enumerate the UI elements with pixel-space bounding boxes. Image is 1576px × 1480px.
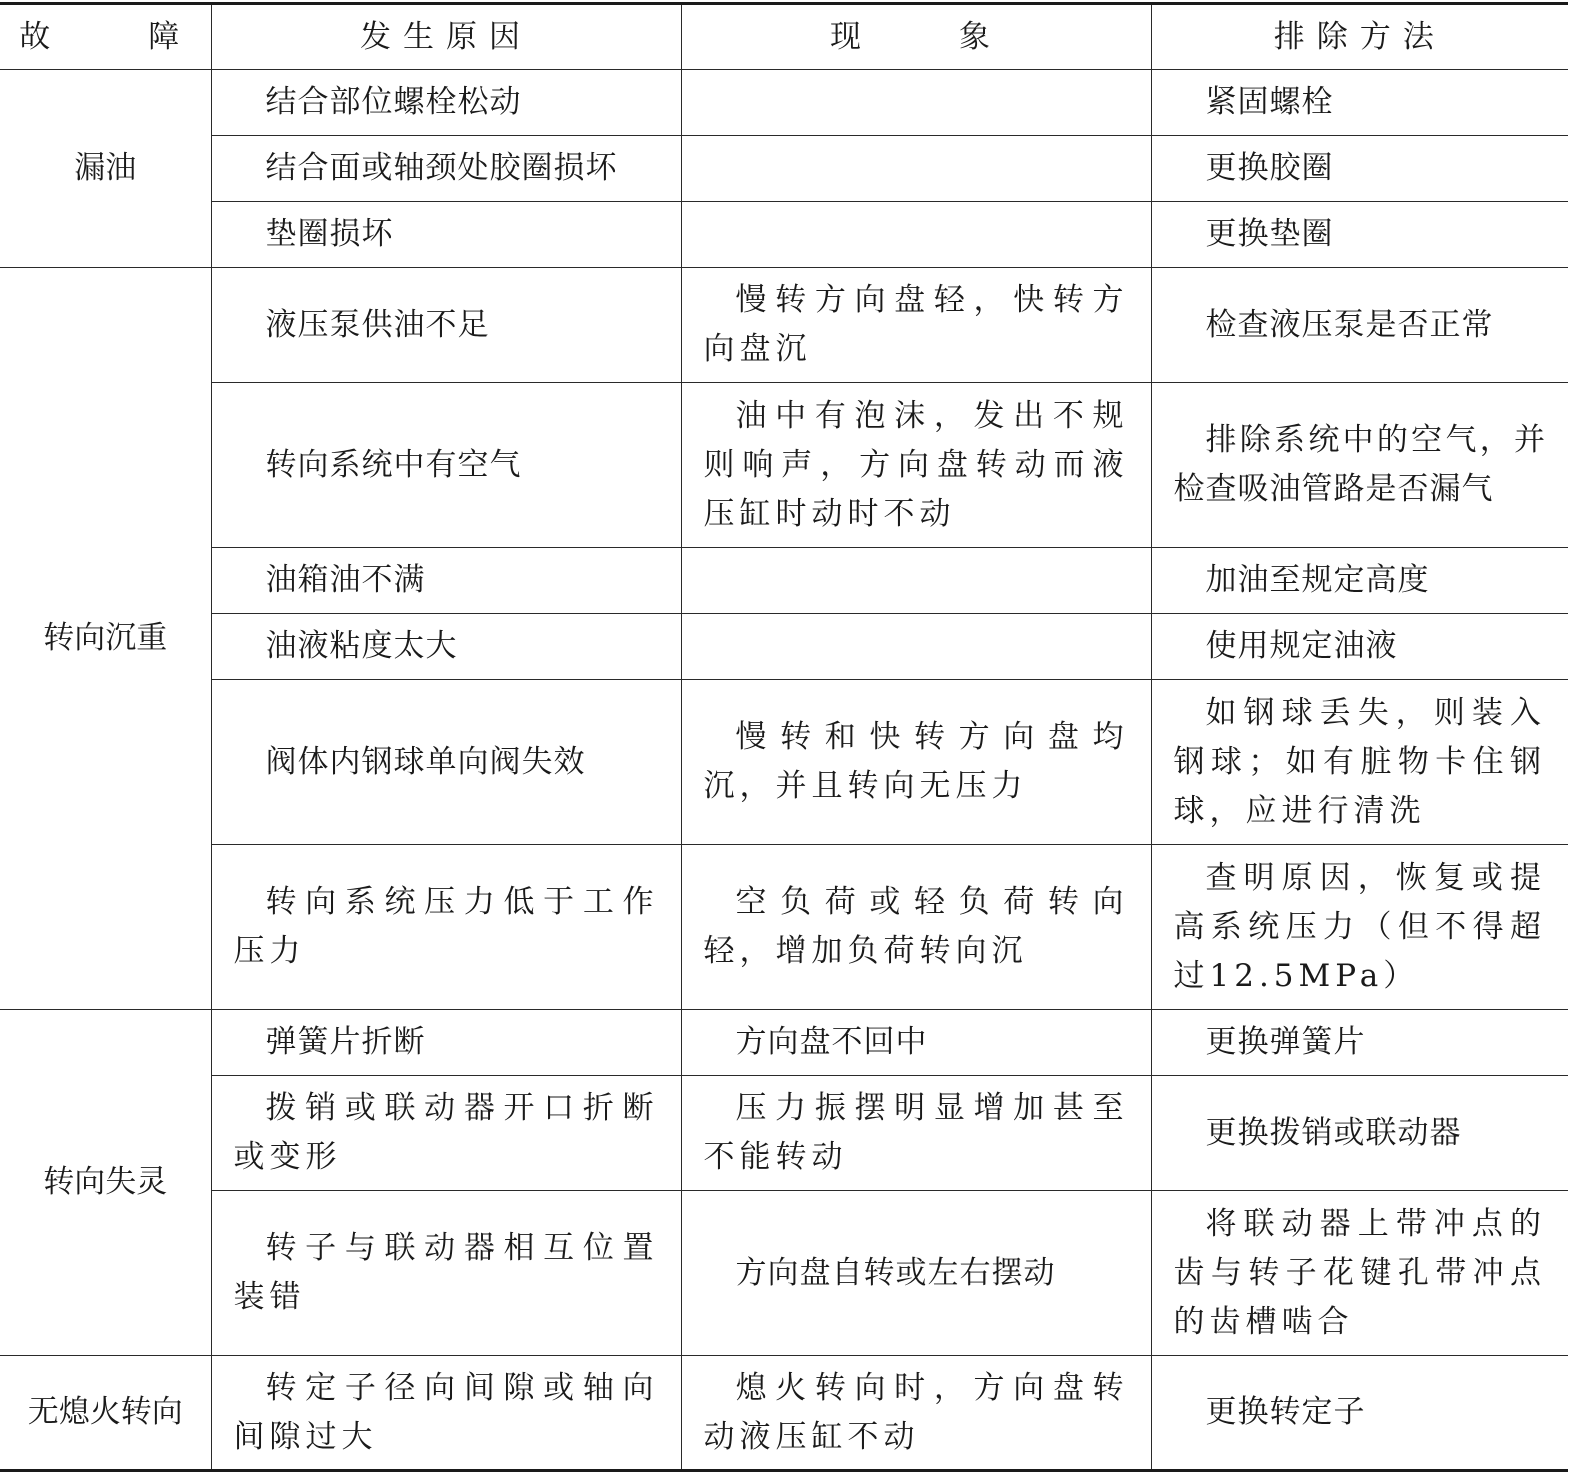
table-row <box>0 136 1568 202</box>
cause-cell: 转定子径向间隙或轴向间隙过大 <box>211 1356 681 1471</box>
header-fault: 故 障 <box>0 4 211 70</box>
cause-cell: 转向系统压力低于工作压力 <box>211 845 681 1010</box>
symptom-cell <box>681 70 1151 136</box>
remedy-cell: 更换弹簧片 <box>1151 1010 1568 1076</box>
table-row <box>0 1010 1568 1076</box>
remedy-cell: 如钢球丢失，则装入钢球；如有脏物卡住钢球，应进行清洗 <box>1151 680 1568 845</box>
symptom-cell: 熄火转向时，方向盘转动液压缸不动 <box>681 1356 1151 1471</box>
remedy-cell: 加油至规定高度 <box>1151 548 1568 614</box>
table-row <box>0 1191 1568 1356</box>
remedy-cell: 更换胶圈 <box>1151 136 1568 202</box>
remedy-cell: 检查液压泵是否正常 <box>1151 268 1568 383</box>
symptom-cell <box>681 548 1151 614</box>
table-row <box>0 845 1568 1010</box>
cause-cell: 拨销或联动器开口折断或变形 <box>211 1076 681 1191</box>
table-row <box>0 1076 1568 1191</box>
remedy-cell: 查明原因，恢复或提高系统压力（但不得超过12.5MPa） <box>1151 845 1568 1010</box>
fault-cell: 漏油 <box>0 70 211 268</box>
table-row <box>0 614 1568 680</box>
table-row <box>0 383 1568 548</box>
symptom-cell: 方向盘不回中 <box>681 1010 1151 1076</box>
cause-cell: 结合面或轴颈处胶圈损坏 <box>211 136 681 202</box>
cause-cell: 垫圈损坏 <box>211 202 681 268</box>
table-row <box>0 680 1568 845</box>
cause-cell: 转子与联动器相互位置装错 <box>211 1191 681 1356</box>
table-row <box>0 268 1568 383</box>
cause-cell: 液压泵供油不足 <box>211 268 681 383</box>
fault-cell: 转向沉重 <box>0 268 211 1010</box>
cause-cell: 油液粘度太大 <box>211 614 681 680</box>
cause-cell: 转向系统中有空气 <box>211 383 681 548</box>
cause-cell: 结合部位螺栓松动 <box>211 70 681 136</box>
cause-cell: 油箱油不满 <box>211 548 681 614</box>
remedy-cell: 更换拨销或联动器 <box>1151 1076 1568 1191</box>
header-remedy: 排除方法 <box>1151 4 1568 70</box>
symptom-cell: 空负荷或轻负荷转向轻，增加负荷转向沉 <box>681 845 1151 1010</box>
remedy-cell: 更换转定子 <box>1151 1356 1568 1471</box>
table-row <box>0 202 1568 268</box>
table-row <box>0 70 1568 136</box>
symptom-cell: 方向盘自转或左右摆动 <box>681 1191 1151 1356</box>
symptom-cell: 油中有泡沫，发出不规则响声，方向盘转动而液压缸时动时不动 <box>681 383 1151 548</box>
remedy-cell: 排除系统中的空气，并检查吸油管路是否漏气 <box>1151 383 1568 548</box>
remedy-cell: 将联动器上带冲点的齿与转子花键孔带冲点的齿槽啮合 <box>1151 1191 1568 1356</box>
remedy-cell: 使用规定油液 <box>1151 614 1568 680</box>
symptom-cell: 压力振摆明显增加甚至不能转动 <box>681 1076 1151 1191</box>
fault-cell: 转向失灵 <box>0 1010 211 1356</box>
symptom-cell <box>681 202 1151 268</box>
header-row <box>0 4 1568 70</box>
remedy-cell: 更换垫圈 <box>1151 202 1568 268</box>
fault-cell: 无熄火转向 <box>0 1356 211 1471</box>
symptom-cell <box>681 136 1151 202</box>
table-row <box>0 1356 1568 1471</box>
symptom-cell: 慢转和快转方向盘均沉，并且转向无压力 <box>681 680 1151 845</box>
symptom-cell: 慢转方向盘轻，快转方向盘沉 <box>681 268 1151 383</box>
header-cause: 发生原因 <box>211 4 681 70</box>
table-row <box>0 548 1568 614</box>
header-symptom: 现 象 <box>681 4 1151 70</box>
symptom-cell <box>681 614 1151 680</box>
remedy-cell: 紧固螺栓 <box>1151 70 1568 136</box>
cause-cell: 弹簧片折断 <box>211 1010 681 1076</box>
cause-cell: 阀体内钢球单向阀失效 <box>211 680 681 845</box>
fault-troubleshooting-table <box>0 2 1568 1472</box>
